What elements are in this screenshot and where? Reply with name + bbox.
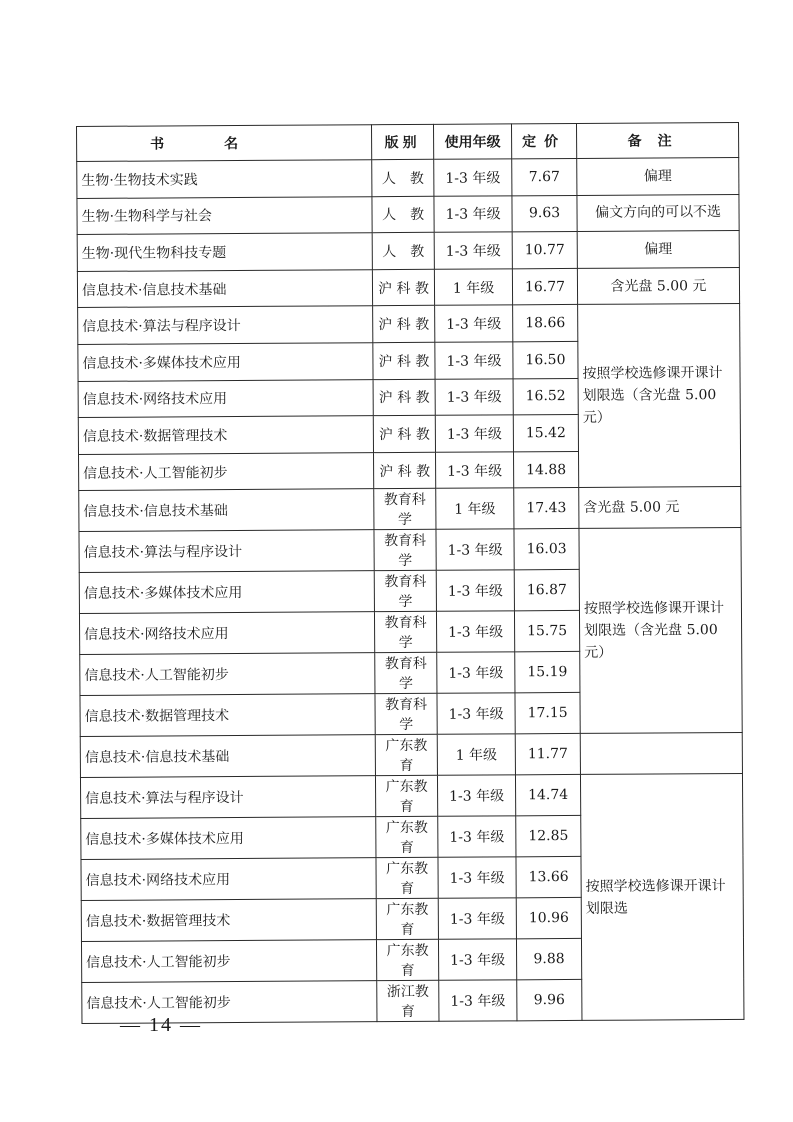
publisher-cell: 沪 科 教 <box>373 306 435 343</box>
book-name-cell: 信息技术·信息技术基础 <box>79 489 374 532</box>
book-name-cell: 信息技术·数据管理技术 <box>80 694 375 737</box>
header-price: 定价 <box>511 123 576 158</box>
note-cell: 含光盘 5.00 元 <box>579 487 741 529</box>
publisher-cell: 教育科学 <box>374 489 436 530</box>
grade-cell: 1-3 年级 <box>437 652 515 693</box>
book-name-cell: 信息技术·人工智能初步 <box>80 653 375 696</box>
grade-cell: 1-3 年级 <box>436 611 514 652</box>
publisher-cell: 教育科学 <box>374 530 436 571</box>
table-row <box>77 194 739 235</box>
grade-cell: 1 年级 <box>437 734 515 775</box>
book-name-cell: 生物·生物技术实践 <box>77 160 372 198</box>
book-name-cell: 信息技术·人工智能初步 <box>82 981 377 1024</box>
price-cell: 9.96 <box>517 980 582 1021</box>
note-cell: 偏文方向的可以不选 <box>577 194 739 232</box>
book-name-cell: 信息技术·多媒体技术应用 <box>81 817 376 860</box>
grade-cell: 1-3 年级 <box>438 939 516 980</box>
publisher-cell: 人 教 <box>372 159 434 196</box>
publisher-cell: 广东教育 <box>375 776 437 817</box>
publisher-cell: 人 教 <box>372 196 434 233</box>
price-cell: 18.66 <box>513 305 578 342</box>
grade-cell: 1-3 年级 <box>434 232 512 269</box>
grade-cell: 1-3 年级 <box>434 195 512 232</box>
header-book-name: 书名 <box>77 125 372 162</box>
price-cell: 17.15 <box>515 693 580 734</box>
book-name-cell: 生物·现代生物科技专题 <box>77 233 372 271</box>
price-cell: 13.66 <box>516 857 581 898</box>
grade-cell: 1-3 年级 <box>436 570 514 611</box>
book-name-cell: 信息技术·信息技术基础 <box>80 735 375 778</box>
note-cell: 偏理 <box>577 231 739 269</box>
price-cell: 17.43 <box>514 488 579 529</box>
grade-cell: 1-3 年级 <box>439 980 517 1021</box>
table-row <box>77 267 739 308</box>
price-cell: 15.19 <box>515 652 580 693</box>
grade-cell: 1-3 年级 <box>435 415 513 452</box>
grade-cell: 1-3 年级 <box>438 816 516 857</box>
grade-cell: 1-3 年级 <box>437 693 515 734</box>
book-name-cell: 信息技术·网络技术应用 <box>81 858 376 901</box>
book-name-cell: 信息技术·数据管理技术 <box>81 899 376 942</box>
publisher-cell: 沪 科 教 <box>373 379 435 416</box>
table-row <box>79 487 741 532</box>
grade-cell: 1-3 年级 <box>437 775 515 816</box>
book-name-cell: 信息技术·网络技术应用 <box>79 612 374 655</box>
note-cell <box>580 733 742 775</box>
note-cell: 按照学校选修课开课计划限选 <box>580 774 743 1021</box>
grade-cell: 1-3 年级 <box>436 529 514 570</box>
publisher-cell: 广东教育 <box>376 899 438 940</box>
publisher-cell: 沪 科 教 <box>373 452 435 489</box>
book-name-cell: 信息技术·多媒体技术应用 <box>79 571 374 614</box>
textbook-table <box>76 122 744 1024</box>
price-cell: 9.63 <box>512 195 577 232</box>
grade-cell: 1-3 年级 <box>434 159 512 196</box>
publisher-cell: 人 教 <box>372 233 434 270</box>
publisher-cell: 教育科学 <box>374 571 436 612</box>
table-row <box>79 528 741 573</box>
price-cell: 10.77 <box>512 232 577 269</box>
grade-cell: 1-3 年级 <box>435 452 513 489</box>
price-cell: 7.67 <box>512 158 577 195</box>
grade-cell: 1 年级 <box>434 269 512 306</box>
publisher-cell: 广东教育 <box>376 817 438 858</box>
price-cell: 14.88 <box>513 451 578 488</box>
publisher-cell: 沪 科 教 <box>373 342 435 379</box>
price-cell: 16.87 <box>514 570 579 611</box>
publisher-cell: 广东教育 <box>376 940 438 981</box>
note-cell: 含光盘 5.00 元 <box>577 267 739 305</box>
page-number: — 14 — <box>120 1014 202 1036</box>
book-name-cell: 信息技术·多媒体技术应用 <box>78 343 373 381</box>
price-cell: 11.77 <box>515 734 580 775</box>
book-name-cell: 信息技术·算法与程序设计 <box>79 530 374 573</box>
publisher-cell: 沪 科 教 <box>373 415 435 452</box>
book-name-cell: 信息技术·算法与程序设计 <box>78 306 373 344</box>
book-name-cell: 信息技术·网络技术应用 <box>78 379 373 417</box>
table-row <box>77 157 739 198</box>
price-cell: 16.03 <box>514 529 579 570</box>
header-grade: 使用年级 <box>433 124 511 159</box>
price-cell: 15.42 <box>513 415 578 452</box>
header-publisher: 版别 <box>371 124 433 159</box>
price-cell: 12.85 <box>516 816 581 857</box>
book-name-cell: 信息技术·信息技术基础 <box>77 269 372 307</box>
header-row <box>77 122 739 161</box>
publisher-cell: 教育科学 <box>375 653 437 694</box>
note-cell: 偏理 <box>577 157 739 195</box>
table-row <box>78 304 740 345</box>
grade-cell: 1-3 年级 <box>435 342 513 379</box>
grade-cell: 1-3 年级 <box>438 857 516 898</box>
price-cell: 16.77 <box>512 268 577 305</box>
grade-cell: 1-3 年级 <box>438 898 516 939</box>
table-row <box>77 231 739 272</box>
publisher-cell: 广东教育 <box>375 735 437 776</box>
grade-cell: 1 年级 <box>436 488 514 529</box>
book-name-cell: 信息技术·数据管理技术 <box>78 416 373 454</box>
publisher-cell: 教育科学 <box>375 694 437 735</box>
publisher-cell: 广东教育 <box>376 858 438 899</box>
publisher-cell: 浙江教育 <box>377 981 439 1022</box>
table-row <box>80 774 742 819</box>
table-row <box>80 733 742 778</box>
publisher-cell: 教育科学 <box>374 612 436 653</box>
price-cell: 15.75 <box>514 611 579 652</box>
price-cell: 9.88 <box>516 939 581 980</box>
price-cell: 10.96 <box>516 898 581 939</box>
grade-cell: 1-3 年级 <box>435 378 513 415</box>
price-cell: 14.74 <box>515 775 580 816</box>
book-name-cell: 生物·生物科学与社会 <box>77 196 372 234</box>
grade-cell: 1-3 年级 <box>435 305 513 342</box>
note-cell: 按照学校选修课开课计划限选（含光盘 5.00 元） <box>578 304 741 488</box>
price-cell: 16.52 <box>513 378 578 415</box>
publisher-cell: 沪 科 教 <box>372 269 434 306</box>
header-note: 备注 <box>576 122 738 158</box>
note-cell: 按照学校选修课开课计划限选（含光盘 5.00 元） <box>579 528 742 734</box>
price-cell: 16.50 <box>513 341 578 378</box>
book-name-cell: 信息技术·算法与程序设计 <box>80 776 375 819</box>
book-name-cell: 信息技术·人工智能初步 <box>79 452 374 490</box>
book-name-cell: 信息技术·人工智能初步 <box>81 940 376 983</box>
